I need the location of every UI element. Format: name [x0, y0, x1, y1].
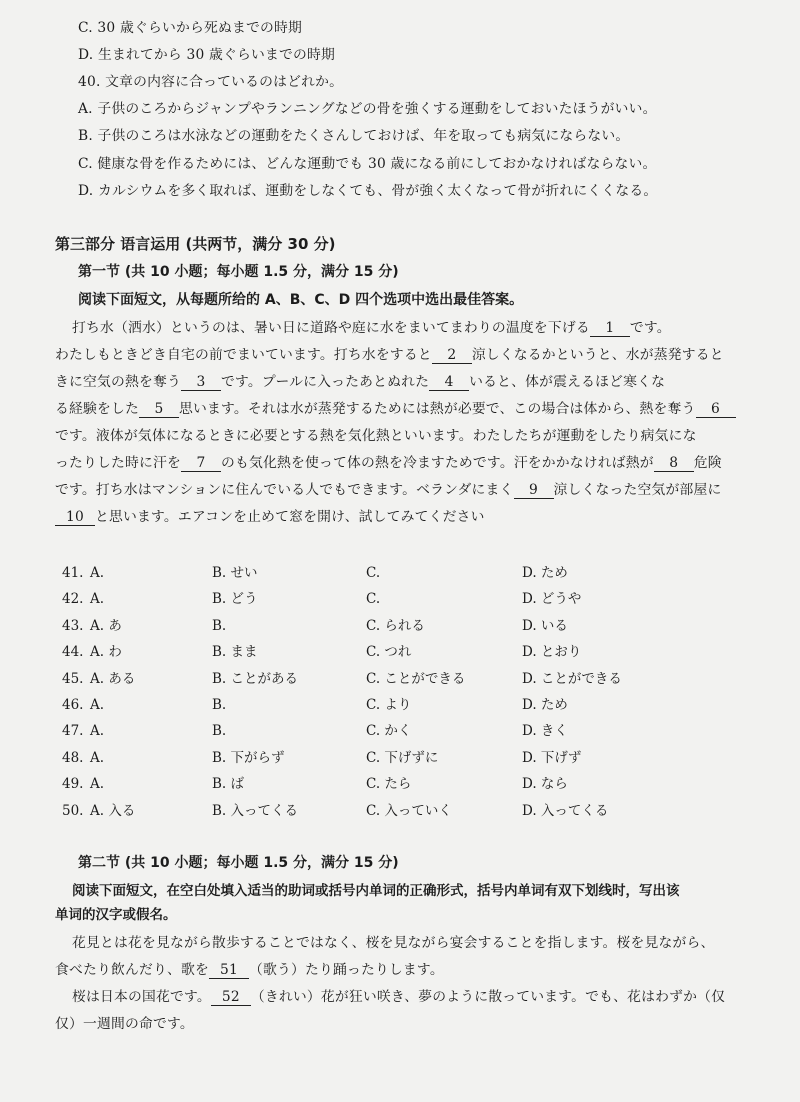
option-text: A. わ	[90, 644, 122, 660]
question-number: 47.	[62, 723, 84, 739]
passage-text: 涼しくなった空気が部屋に	[553, 482, 722, 498]
mc-option-a	[62, 563, 104, 583]
blank-2: 2	[432, 347, 472, 364]
section2-passage-line-3	[72, 987, 725, 1007]
part3-title: 第三部分 语言运用 (共两节，满分 30 分)	[55, 235, 336, 253]
option-text: B. ば	[212, 776, 245, 792]
mc-option-b	[212, 748, 285, 768]
mc-option-a	[62, 589, 104, 609]
section2-instruction-2: 单词的汉字或假名。	[55, 907, 177, 923]
mc-option-b	[212, 642, 258, 662]
mc-option-c	[366, 669, 465, 689]
passage-text: る経験をした	[55, 401, 139, 417]
option-text: B. まま	[212, 644, 258, 660]
option-text: D. どうや	[522, 591, 582, 607]
option-text: A.	[90, 591, 105, 607]
section2-instruction-1: 阅读下面短文，在空白处填入适当的助词或括号内单词的正确形式，括号内单词有双下划线时，写出该	[72, 883, 680, 899]
passage-text: 仅）一週間の命です。	[55, 1016, 194, 1032]
mc-option-c	[366, 642, 411, 662]
mc-option-d	[522, 589, 581, 609]
option-text: B. ことがある	[212, 671, 299, 687]
mc-option-c	[366, 801, 452, 821]
mc-option-b	[212, 774, 244, 794]
mc-option-c	[366, 774, 411, 794]
mc-option-c	[366, 721, 411, 741]
question-number: 45.	[62, 671, 84, 687]
section2-passage-line-2	[55, 960, 444, 980]
blank-6: 6	[696, 401, 736, 418]
section1-instruction: 阅读下面短文，从每题所给的 A、B、C、D 四个选项中选出最佳答案。	[78, 292, 524, 308]
passage-text: と思います。エアコンを止めて窓を開け、試してみてください	[95, 509, 485, 525]
mc-option-a	[62, 774, 104, 794]
passage-line-4	[55, 399, 736, 419]
q40-option-a: A. 子供のころからジャンプやランニングなどの骨を強くする運動をしておいたほうがいい。	[78, 101, 657, 117]
passage-text: です。	[629, 320, 671, 336]
blank-10: 10	[55, 509, 95, 526]
passage-text: です。液体が気体になるときに必要とする熱を気化熱といいます。わたしたちが運動をしたり病気にな	[55, 428, 697, 444]
q40-option-b: B. 子供のころは水泳などの運動をたくさんしておけば、年を取っても病気にならない。	[78, 128, 630, 144]
option-text: D. 入ってくる	[522, 803, 609, 819]
q40-option-c: C. 健康な骨を作るためには、どんな運動でも 30 歳になる前にしておかなければならない。	[78, 156, 657, 172]
option-text: D. ため	[522, 697, 568, 713]
question-number: 49.	[62, 776, 84, 792]
option-text: D. ため	[522, 565, 568, 581]
question-number: 48.	[62, 750, 84, 766]
section1-title: 第一节 (共 10 小题；每小题 1.5 分，满分 15 分)	[78, 264, 399, 280]
option-text: C. られる	[366, 618, 425, 634]
blank-7: 7	[181, 455, 221, 472]
mc-option-d	[522, 616, 568, 636]
mc-option-a	[62, 748, 104, 768]
passage-line-6	[55, 453, 722, 473]
mc-option-b	[212, 589, 258, 609]
mc-option-b	[212, 721, 226, 741]
option-text: C. 入っていく	[366, 803, 452, 819]
option-text: A.	[90, 750, 105, 766]
passage-text: です。プールに入ったあとぬれた	[220, 374, 430, 390]
mc-option-b	[212, 616, 226, 636]
passage-text: （歌う）たり踊ったりします。	[248, 962, 444, 978]
question-number: 42.	[62, 591, 84, 607]
mc-option-c	[366, 563, 380, 583]
blank-9: 9	[514, 482, 554, 499]
option-text: D. ことができる	[522, 671, 622, 687]
mc-option-a	[62, 669, 135, 689]
section2-passage-line-1	[72, 933, 714, 953]
passage-line-8	[55, 507, 485, 527]
question-number: 46.	[62, 697, 84, 713]
option-text: C. たら	[366, 776, 412, 792]
mc-option-d	[522, 695, 568, 715]
passage-text: 涼しくなるかというと、水が蒸発すると	[471, 347, 724, 363]
mc-option-b	[212, 695, 226, 715]
mc-option-a	[62, 695, 104, 715]
option-text: C. かく	[366, 723, 412, 739]
q39-option-c: C. 30 歳ぐらいから死ぬまでの時期	[78, 20, 302, 36]
option-text: A.	[90, 723, 105, 739]
section2-passage-line-4	[55, 1014, 194, 1034]
option-text: B.	[212, 618, 227, 634]
option-text: B.	[212, 697, 227, 713]
blank-5: 5	[139, 401, 179, 418]
option-text: A. 入る	[90, 803, 136, 819]
option-text: B. せい	[212, 565, 258, 581]
blank-4: 4	[429, 374, 469, 391]
mc-option-b	[212, 669, 298, 689]
passage-text: です。打ち水はマンションに住んでいる人でもできます。ベランダにまく	[55, 482, 514, 498]
mc-option-d	[522, 721, 568, 741]
mc-option-c	[366, 748, 438, 768]
option-text: C. ことができる	[366, 671, 466, 687]
option-text: C. つれ	[366, 644, 412, 660]
mc-option-d	[522, 669, 622, 689]
question-number: 44.	[62, 644, 84, 660]
passage-text: きに空気の熱を奪う	[55, 374, 181, 390]
mc-option-d	[522, 748, 581, 768]
passage-text: ったりした時に汗を	[55, 455, 181, 471]
passage-text: わたしもときどき自宅の前でまいています。打ち水をすると	[55, 347, 432, 363]
option-text: A.	[90, 565, 105, 581]
q40-stem: 40. 文章の内容に合っているのはどれか。	[78, 74, 344, 90]
option-text: A.	[90, 697, 105, 713]
mc-option-d	[522, 801, 608, 821]
mc-option-d	[522, 642, 581, 662]
option-text: B. どう	[212, 591, 258, 607]
option-text: C.	[366, 565, 381, 581]
option-text: D. とおり	[522, 644, 582, 660]
question-number: 43.	[62, 618, 84, 634]
option-text: A. あ	[90, 618, 122, 634]
passage-line-1	[72, 318, 671, 338]
question-number: 41.	[62, 565, 84, 581]
blank-3: 3	[181, 374, 221, 391]
option-text: C.	[366, 591, 381, 607]
blank-51: 51	[209, 962, 249, 979]
option-text: A.	[90, 776, 105, 792]
mc-option-d	[522, 563, 568, 583]
option-text: D. 下げず	[522, 750, 582, 766]
mc-option-b	[212, 563, 258, 583]
blank-1: 1	[590, 320, 630, 337]
mc-option-d	[522, 774, 568, 794]
passage-text: （きれい）花が狂い咲き、夢のように散っています。でも、花はわずか（仅	[250, 989, 726, 1005]
passage-line-3	[55, 372, 665, 392]
option-text: C. より	[366, 697, 412, 713]
blank-8: 8	[654, 455, 694, 472]
option-text: B. 下がらず	[212, 750, 285, 766]
mc-option-a	[62, 801, 135, 821]
option-text: D. いる	[522, 618, 568, 634]
q40-option-d: D. カルシウムを多く取れば、運動をしなくても、骨が強く太くなって骨が折れにくくなる。	[78, 183, 658, 199]
mc-option-a	[62, 616, 122, 636]
q39-option-d: D. 生まれてから 30 歳ぐらいまでの時期	[78, 47, 336, 63]
option-text: D. きく	[522, 723, 568, 739]
passage-line-2	[55, 345, 724, 365]
mc-option-b	[212, 801, 298, 821]
mc-option-a	[62, 721, 104, 741]
mc-option-a	[62, 642, 122, 662]
passage-line-7	[55, 480, 721, 500]
mc-option-c	[366, 616, 425, 636]
option-text: B. 入ってくる	[212, 803, 299, 819]
passage-text: 食べたり飲んだり、歌を	[55, 962, 209, 978]
option-text: A. ある	[90, 671, 136, 687]
passage-text: 花見とは花を見ながら散歩することではなく、桜を見ながら宴会することを指します。桜を見ながら、	[72, 935, 715, 951]
question-number: 50.	[62, 803, 84, 819]
section2-title: 第二节 (共 10 小题；每小题 1.5 分，满分 15 分)	[78, 855, 399, 871]
option-text: B.	[212, 723, 227, 739]
mc-option-c	[366, 589, 380, 609]
passage-text: のも気化熱を使って体の熱を冷ますためです。汗をかかなければ熱が	[220, 455, 654, 471]
passage-line-5	[55, 426, 697, 446]
passage-text: 思います。それは水が蒸発するためには熱が必要で、この場合は体から、熱を奪う	[178, 401, 696, 417]
option-text: D. なら	[522, 776, 568, 792]
passage-text: 桜は日本の国花です。	[72, 989, 211, 1005]
option-text: C. 下げずに	[366, 750, 439, 766]
passage-text: 打ち水（洒水）というのは、暑い日に道路や庭に水をまいてまわりの温度を下げる	[72, 320, 590, 336]
passage-text: いると、体が震えるほど寒くな	[469, 374, 666, 390]
mc-option-c	[366, 695, 411, 715]
passage-text: 危険	[693, 455, 722, 471]
blank-52: 52	[211, 989, 251, 1006]
